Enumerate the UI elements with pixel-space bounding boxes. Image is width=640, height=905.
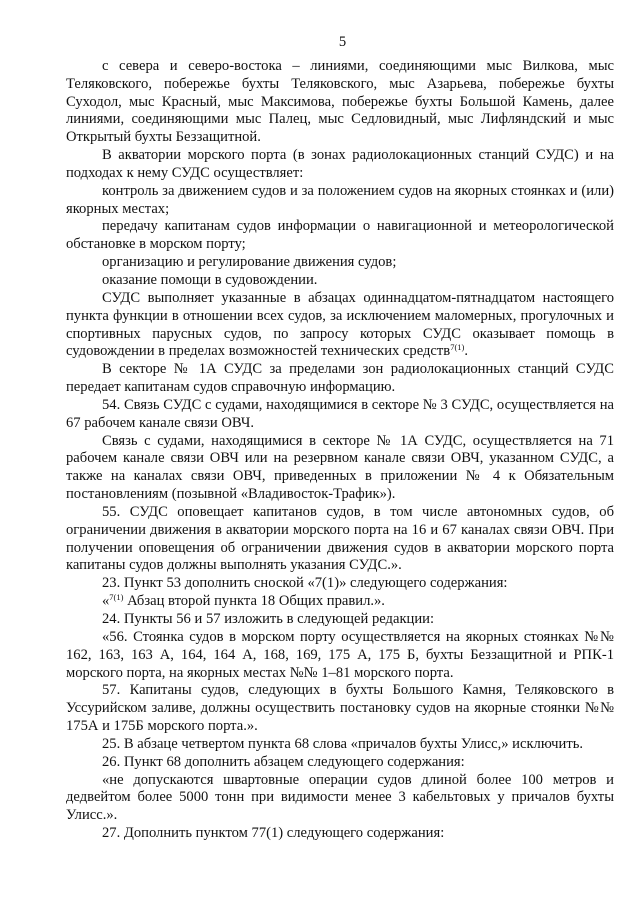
- footnote-body: Абзац второй пункта 18 Общих правил.».: [123, 593, 385, 610]
- paragraph-item-54: 54. Связь СУДС с судами, находящимися в секторе № 3 СУДС, осуществляется на 67 рабочем канале связи ОВЧ.: [66, 396, 614, 431]
- paragraph-north-boundary: с севера и северо-востока – линиями, соединяющими мыс Вилкова, мыс Теляковского, побережье бухты Теляковского, мыс Азарьева, побережье бухты Суходол, мыс Красный, мыс Максимова, побережье бухты Большой Камень, далее линиями, соединяющими мыс Палец, мыс Седловидный, мыс Лифляндский и мыс Открытый бухты Беззащитной.: [66, 57, 614, 146]
- paragraph-sudc-functions-text: СУДС выполняет указанные в абзацах одиннадцатом-пятнадцатом настоящего пункта функции в отношении всех судов, за исключением маломерных, прогулочных и спортивных парусных судов, по запросу которых СУДС оказывает помощь в судовождении в пределах возможностей технических средств: [66, 289, 614, 360]
- document-page: [66, 34, 614, 843]
- paragraph-navigation-assistance: оказание помощи в судовождении.: [102, 271, 318, 288]
- footnote-mark-7-1: 7(1): [109, 592, 124, 603]
- paragraph-mooring-restriction: «не допускаются швартовные операции судов длиной более 100 метров и дедвейтом более 5000 тонн при видимости менее 3 кабельтовых у причалов бухты Улисс.».: [66, 771, 614, 824]
- paragraph-item-55: 55. СУДС оповещает капитанов судов, в том числе автономных судов, об ограничении движения в акватории морского порта на 16 и 67 каналах связи ОВЧ. При получении оповещения об ограничении движения судов в акватории морского порта капитаны судов должны выполнять указания СУДС.».: [66, 503, 614, 574]
- footnote-open-quote: «: [102, 593, 110, 610]
- paragraph-sudc-duties-intro: В акватории морского порта (в зонах радиолокационных станций СУДС) и на подходах к нему СУДС осуществляет:: [66, 147, 614, 181]
- page-number: 5: [338, 34, 347, 50]
- paragraph-item-57: 57. Капитаны судов, следующих в бухты Большого Камня, Теляковского в Уссурийском заливе, должны осуществить постановку судов на якорные стоянки №№ 175А и 175Б морского порта.».: [66, 682, 614, 735]
- paragraph-sudc-functions: [66, 290, 614, 361]
- footnote-ref-7-1: 7(1): [450, 342, 465, 353]
- paragraph-sector-1a: В секторе № 1А СУДС за пределами зон радиолокационных станций СУДС передает капитанам судов справочную информацию.: [66, 361, 614, 396]
- paragraph-info-transfer: передачу капитанам судов информации о навигационной и метеорологической обстановке в морском порту;: [66, 218, 614, 253]
- paragraph-item-25: 25. В абзаце четвертом пункта 68 слова «причалов бухты Улисс,» исключить.: [102, 735, 584, 752]
- paragraph-item-56: «56. Стоянка судов в морском порту осуществляется на якорных стоянках №№ 162, 163, 163 А, 164, 164 А, 168, 169, 175 А, 175 Б, бухты Беззащитной и РПК-1 морского порта, на якорных местах №№ 1–81 морского порта.: [66, 628, 614, 681]
- paragraph-item-27: 27. Дополнить пунктом 77(1) следующего содержания:: [102, 825, 445, 842]
- paragraph-footnote-text: [66, 593, 614, 611]
- paragraph-sudc-functions-end: .: [464, 343, 469, 360]
- paragraph-item-23: 23. Пункт 53 дополнить сноской «7(1)» следующего содержания:: [102, 575, 508, 592]
- paragraph-sector-1a-comms: Связь с судами, находящимися в секторе № 1А СУДС, осуществляется на 71 рабочем канале связи ОВЧ или на резервном канале связи ОВЧ, указанном СУДС, а также на каналах связи ОВЧ, приведенных в приложении № 4 к Обязательным постановлениям (позывной «Владивосток-Трафик»).: [66, 432, 614, 503]
- paragraph-item-26: 26. Пункт 68 дополнить абзацем следующего содержания:: [102, 753, 465, 770]
- paragraph-traffic-control: контроль за движением судов и за положением судов на якорных стоянках и (или) якорных местах;: [66, 182, 614, 217]
- paragraph-item-24: 24. Пункты 56 и 57 изложить в следующей редакции:: [102, 611, 435, 627]
- paragraph-traffic-regulation: организацию и регулирование движения судов;: [102, 254, 397, 271]
